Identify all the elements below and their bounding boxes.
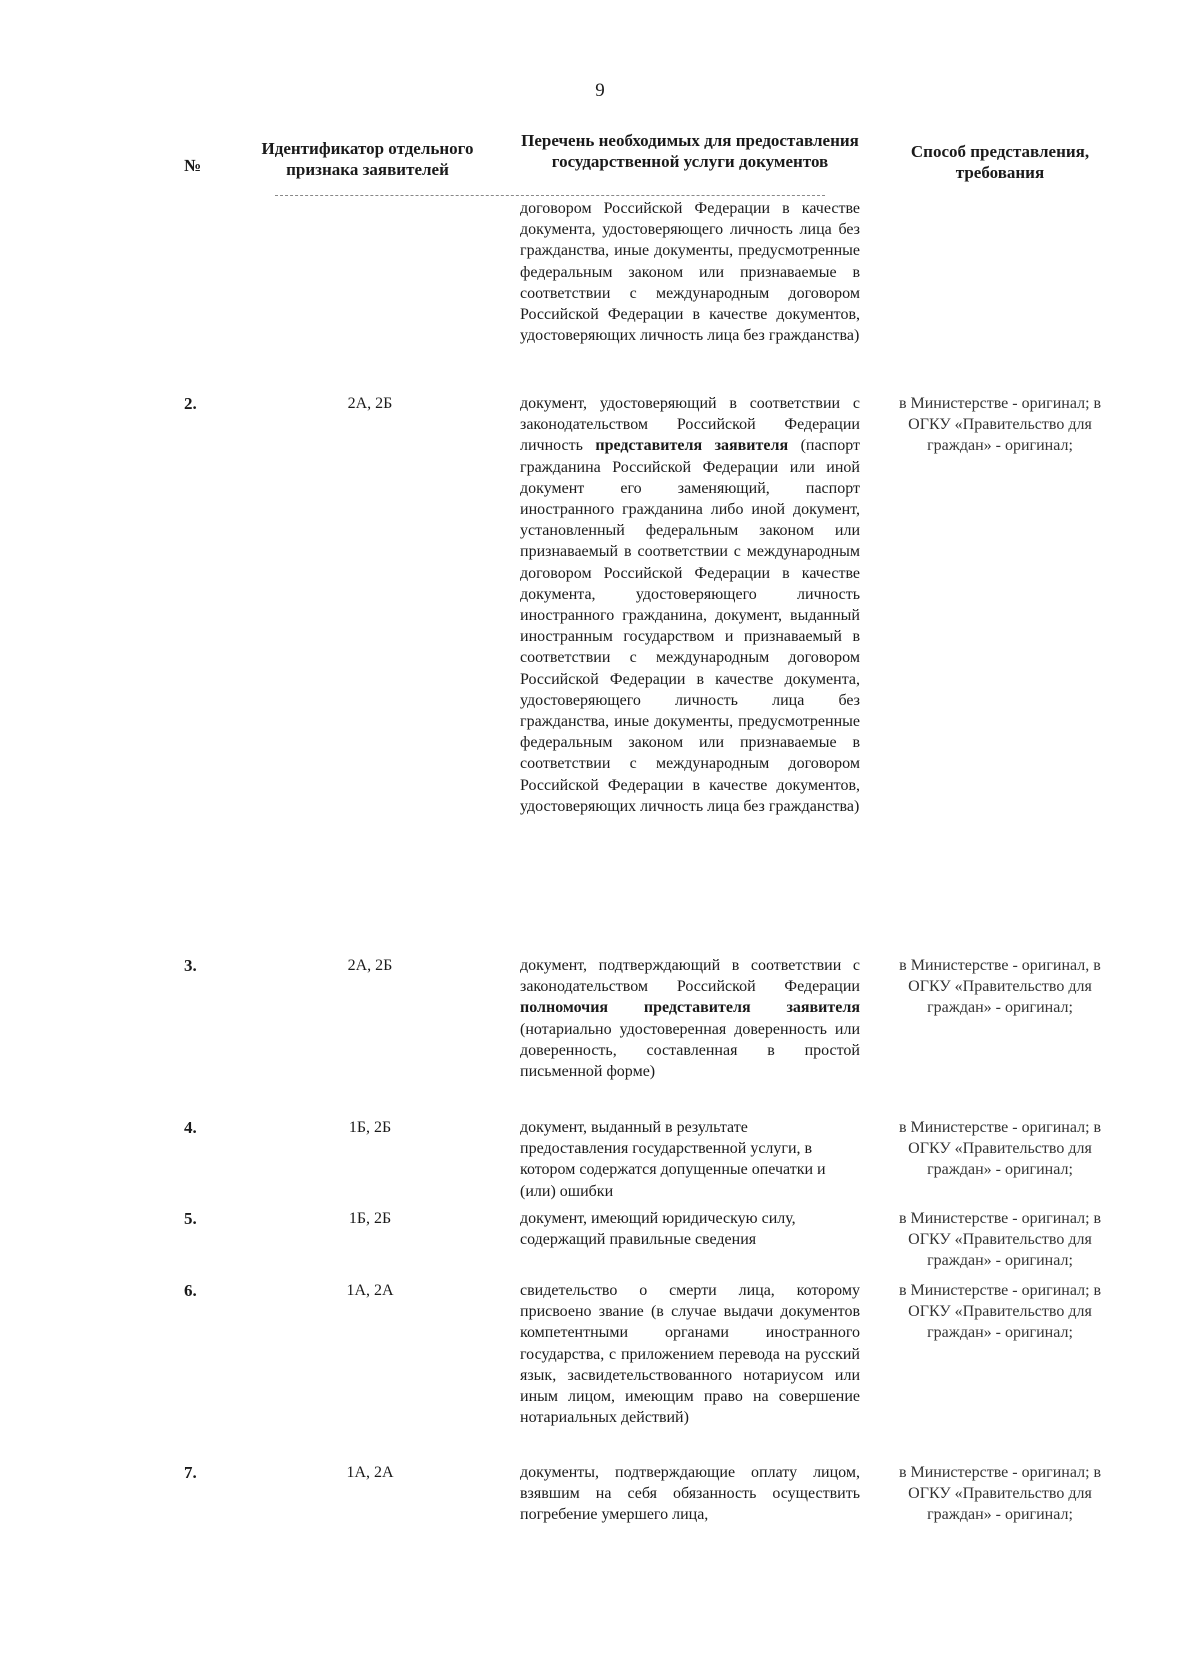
documents-cell: свидетельство о смерти лица, которому присвоено звание (в случае выдачи документов компетентными органами иностранного государства, с приложением перевода на русский язык, засвидетельствованного нотариусом или иным лицом, имеющим право на совершение нотариальных действий) bbox=[520, 1282, 860, 1427]
documents-cell: документы, подтверждающие оплату лицом, взявшим на себя обязанность осуществить погребение умершего лица, bbox=[520, 1464, 860, 1524]
documents-cell: документ, имеющий юридическую силу, содержащий правильные сведения bbox=[520, 1210, 796, 1249]
header-identifier: Идентификатор отдельного признака заявителей bbox=[261, 139, 474, 179]
header-documents: Перечень необходимых для предоставления государственной услуги документов bbox=[521, 131, 859, 171]
documents-cell: документ, удостоверяющий в соответствии с законодательством Российской Федерации личность представителя заявителя (паспорт гражданина Российской Федерации или иной документ его заменяющий, паспорт иностранного гражданина либо иной документ, установленный федеральным законом или признаваемый в соответствии с международным договором Российской Федерации в качестве документа, удостоверяющего личность иностранного гражданина, документ, выданный иностранным государством и признаваемый в соответствии с международным договором Российской Федерации в качестве документа, удостоверяющего личность лица без гражданства, иные документы, предусмотренные федеральным законом или признаваемые в соответствии с международным договором Российской Федерации в качестве документов, удостоверяющих личность лица без гражданства) bbox=[520, 395, 860, 815]
header-method: Способ представления, требования bbox=[910, 142, 1090, 182]
header-number: № bbox=[184, 156, 202, 175]
page-number: 9 bbox=[595, 80, 605, 101]
table-header bbox=[0, 130, 1200, 190]
identifier-cell: 1А, 2А bbox=[346, 1464, 394, 1481]
row-number: 6. bbox=[184, 1281, 197, 1300]
method-cell: в Министерстве - оригинал; в ОГКУ «Правительство для граждан» - оригинал; bbox=[898, 395, 1102, 454]
identifier-cell: 1Б, 2Б bbox=[348, 1210, 392, 1227]
method-cell: в Министерстве - оригинал; в ОГКУ «Правительство для граждан» - оригинал; bbox=[898, 1282, 1102, 1341]
row-number: 5. bbox=[184, 1209, 197, 1228]
method-cell: в Министерстве - оригинал; в ОГКУ «Правительство для граждан» - оригинал; bbox=[898, 1464, 1102, 1523]
method-cell: в Министерстве - оригинал; в ОГКУ «Правительство для граждан» - оригинал; bbox=[898, 1119, 1102, 1178]
documents-cell: документ, выданный в результате предоставления государственной услуги, в котором содержатся допущенные опечатки и (или) ошибки bbox=[520, 1119, 826, 1200]
row-number: 3. bbox=[184, 956, 197, 975]
documents-cell: документ, подтверждающий в соответствии с законодательством Российской Федерации полномочия представителя заявителя (нотариально удостоверенная доверенность или доверенность, составленная в простой письменной форме) bbox=[520, 957, 860, 1081]
row-number: 7. bbox=[184, 1463, 197, 1482]
row-number: 4. bbox=[184, 1118, 197, 1137]
identifier-cell: 2А, 2Б bbox=[347, 957, 393, 974]
method-cell: в Министерстве - оригинал; в ОГКУ «Правительство для граждан» - оригинал; bbox=[898, 1210, 1102, 1269]
method-cell: в Министерстве - оригинал, в ОГКУ «Правительство для граждан» - оригинал; bbox=[899, 957, 1101, 1016]
header-divider bbox=[275, 195, 825, 196]
identifier-cell: 1А, 2А bbox=[346, 1282, 394, 1299]
documents-cell: договором Российской Федерации в качестве документа, удостоверяющего личность лица без гражданства, иные документы, предусмотренные федеральным законом или признаваемые в соответствии с международным договором Российской Федерации в качестве документов, удостоверяющих личность лица без гражданства) bbox=[520, 200, 860, 345]
identifier-cell: 1Б, 2Б bbox=[348, 1119, 392, 1136]
row-number: 2. bbox=[184, 394, 197, 413]
identifier-cell: 2А, 2Б bbox=[347, 395, 393, 412]
